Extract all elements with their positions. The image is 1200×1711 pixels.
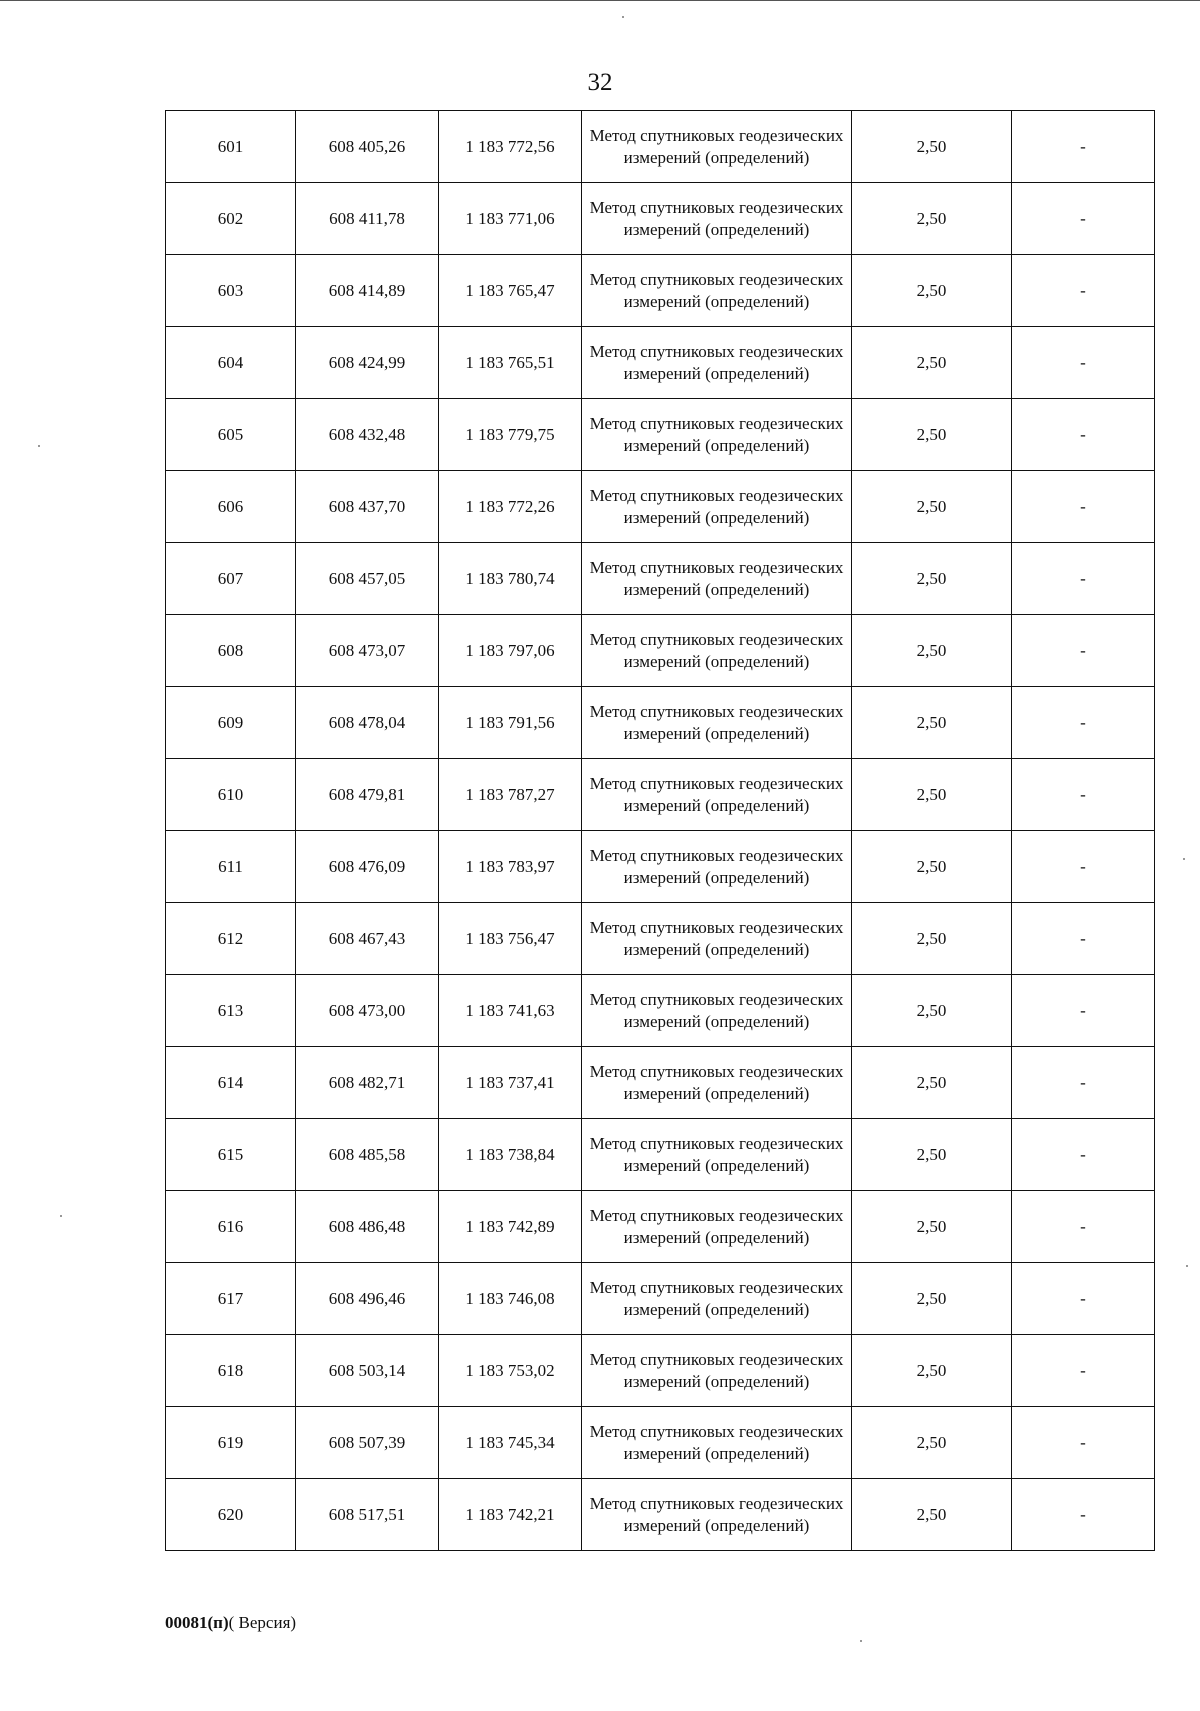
method-cell: Метод спутниковых геодезических измерений (определений)	[582, 903, 852, 975]
page-number: 32	[587, 69, 613, 96]
method-cell: Метод спутниковых геодезических измерений (определений)	[582, 1119, 852, 1191]
x-coordinate-cell: 608 411,78	[296, 183, 439, 255]
table-row	[166, 327, 1155, 399]
point-number-cell: 604	[166, 327, 296, 399]
table-row	[166, 759, 1155, 831]
y-coordinate-cell: 1 183 742,89	[439, 1191, 582, 1263]
point-number-cell: 608	[166, 615, 296, 687]
point-number-cell: 606	[166, 471, 296, 543]
x-coordinate-cell: 608 517,51	[296, 1479, 439, 1551]
table-row	[166, 543, 1155, 615]
x-coordinate-cell: 608 437,70	[296, 471, 439, 543]
x-coordinate-cell: 608 503,14	[296, 1335, 439, 1407]
accuracy-cell: 2,50	[852, 975, 1012, 1047]
table-row	[166, 903, 1155, 975]
table-row	[166, 1263, 1155, 1335]
note-cell: -	[1012, 975, 1155, 1047]
point-number-cell: 602	[166, 183, 296, 255]
x-coordinate-cell: 608 482,71	[296, 1047, 439, 1119]
y-coordinate-cell: 1 183 780,74	[439, 543, 582, 615]
scan-speck	[38, 445, 40, 447]
method-cell: Метод спутниковых геодезических измерений (определений)	[582, 255, 852, 327]
accuracy-cell: 2,50	[852, 615, 1012, 687]
accuracy-cell: 2,50	[852, 1335, 1012, 1407]
scan-speck	[860, 1640, 862, 1642]
accuracy-cell: 2,50	[852, 255, 1012, 327]
note-cell: -	[1012, 399, 1155, 471]
method-cell: Метод спутниковых геодезических измерений (определений)	[582, 111, 852, 183]
y-coordinate-cell: 1 183 772,26	[439, 471, 582, 543]
y-coordinate-cell: 1 183 797,06	[439, 615, 582, 687]
table-row	[166, 1407, 1155, 1479]
method-cell: Метод спутниковых геодезических измерений (определений)	[582, 1047, 852, 1119]
note-cell: -	[1012, 759, 1155, 831]
scan-speck	[60, 1215, 62, 1217]
scan-speck	[1186, 1265, 1188, 1267]
document-version: ( Версия)	[228, 1613, 297, 1632]
accuracy-cell: 2,50	[852, 1479, 1012, 1551]
table-row	[166, 975, 1155, 1047]
x-coordinate-cell: 608 473,07	[296, 615, 439, 687]
accuracy-cell: 2,50	[852, 831, 1012, 903]
note-cell: -	[1012, 1191, 1155, 1263]
accuracy-cell: 2,50	[852, 903, 1012, 975]
top-border-rule	[0, 0, 1200, 1]
accuracy-cell: 2,50	[852, 111, 1012, 183]
note-cell: -	[1012, 543, 1155, 615]
accuracy-cell: 2,50	[852, 1263, 1012, 1335]
method-cell: Метод спутниковых геодезических измерений (определений)	[582, 1479, 852, 1551]
x-coordinate-cell: 608 473,00	[296, 975, 439, 1047]
note-cell: -	[1012, 687, 1155, 759]
x-coordinate-cell: 608 478,04	[296, 687, 439, 759]
y-coordinate-cell: 1 183 738,84	[439, 1119, 582, 1191]
x-coordinate-cell: 608 507,39	[296, 1407, 439, 1479]
method-cell: Метод спутниковых геодезических измерений (определений)	[582, 615, 852, 687]
note-cell: -	[1012, 1479, 1155, 1551]
point-number-cell: 614	[166, 1047, 296, 1119]
note-cell: -	[1012, 1407, 1155, 1479]
accuracy-cell: 2,50	[852, 471, 1012, 543]
method-cell: Метод спутниковых геодезических измерений (определений)	[582, 1335, 852, 1407]
method-cell: Метод спутниковых геодезических измерений (определений)	[582, 1263, 852, 1335]
y-coordinate-cell: 1 183 746,08	[439, 1263, 582, 1335]
document-version-footer	[165, 1612, 296, 1634]
table-row	[166, 255, 1155, 327]
y-coordinate-cell: 1 183 756,47	[439, 903, 582, 975]
point-number-cell: 611	[166, 831, 296, 903]
method-cell: Метод спутниковых геодезических измерений (определений)	[582, 399, 852, 471]
method-cell: Метод спутниковых геодезических измерений (определений)	[582, 687, 852, 759]
note-cell: -	[1012, 111, 1155, 183]
scan-speck	[622, 16, 624, 18]
note-cell: -	[1012, 327, 1155, 399]
table-row	[166, 687, 1155, 759]
coordinates-table-body	[166, 111, 1155, 1551]
coordinates-table	[165, 110, 1155, 1551]
y-coordinate-cell: 1 183 765,51	[439, 327, 582, 399]
point-number-cell: 612	[166, 903, 296, 975]
x-coordinate-cell: 608 476,09	[296, 831, 439, 903]
note-cell: -	[1012, 255, 1155, 327]
x-coordinate-cell: 608 496,46	[296, 1263, 439, 1335]
table-row	[166, 1191, 1155, 1263]
table-row	[166, 1479, 1155, 1551]
y-coordinate-cell: 1 183 779,75	[439, 399, 582, 471]
table-row	[166, 1047, 1155, 1119]
point-number-cell: 610	[166, 759, 296, 831]
method-cell: Метод спутниковых геодезических измерений (определений)	[582, 471, 852, 543]
method-cell: Метод спутниковых геодезических измерений (определений)	[582, 543, 852, 615]
y-coordinate-cell: 1 183 791,56	[439, 687, 582, 759]
method-cell: Метод спутниковых геодезических измерений (определений)	[582, 759, 852, 831]
table-row	[166, 471, 1155, 543]
note-cell: -	[1012, 1119, 1155, 1191]
accuracy-cell: 2,50	[852, 183, 1012, 255]
x-coordinate-cell: 608 485,58	[296, 1119, 439, 1191]
point-number-cell: 616	[166, 1191, 296, 1263]
table-row	[166, 1335, 1155, 1407]
note-cell: -	[1012, 1047, 1155, 1119]
y-coordinate-cell: 1 183 745,34	[439, 1407, 582, 1479]
document-code: 00081(п)	[165, 1613, 229, 1632]
note-cell: -	[1012, 183, 1155, 255]
accuracy-cell: 2,50	[852, 1407, 1012, 1479]
y-coordinate-cell: 1 183 765,47	[439, 255, 582, 327]
point-number-cell: 603	[166, 255, 296, 327]
point-number-cell: 609	[166, 687, 296, 759]
accuracy-cell: 2,50	[852, 687, 1012, 759]
x-coordinate-cell: 608 486,48	[296, 1191, 439, 1263]
accuracy-cell: 2,50	[852, 1119, 1012, 1191]
table-row	[166, 183, 1155, 255]
accuracy-cell: 2,50	[852, 1191, 1012, 1263]
accuracy-cell: 2,50	[852, 543, 1012, 615]
point-number-cell: 601	[166, 111, 296, 183]
method-cell: Метод спутниковых геодезических измерений (определений)	[582, 1407, 852, 1479]
y-coordinate-cell: 1 183 741,63	[439, 975, 582, 1047]
point-number-cell: 620	[166, 1479, 296, 1551]
method-cell: Метод спутниковых геодезических измерений (определений)	[582, 183, 852, 255]
method-cell: Метод спутниковых геодезических измерений (определений)	[582, 327, 852, 399]
y-coordinate-cell: 1 183 783,97	[439, 831, 582, 903]
x-coordinate-cell: 608 432,48	[296, 399, 439, 471]
point-number-cell: 617	[166, 1263, 296, 1335]
accuracy-cell: 2,50	[852, 759, 1012, 831]
note-cell: -	[1012, 471, 1155, 543]
table-row	[166, 615, 1155, 687]
note-cell: -	[1012, 831, 1155, 903]
scan-speck	[1183, 858, 1185, 860]
note-cell: -	[1012, 903, 1155, 975]
method-cell: Метод спутниковых геодезических измерений (определений)	[582, 975, 852, 1047]
x-coordinate-cell: 608 457,05	[296, 543, 439, 615]
note-cell: -	[1012, 615, 1155, 687]
y-coordinate-cell: 1 183 772,56	[439, 111, 582, 183]
y-coordinate-cell: 1 183 787,27	[439, 759, 582, 831]
x-coordinate-cell: 608 479,81	[296, 759, 439, 831]
point-number-cell: 619	[166, 1407, 296, 1479]
x-coordinate-cell: 608 414,89	[296, 255, 439, 327]
point-number-cell: 605	[166, 399, 296, 471]
accuracy-cell: 2,50	[852, 327, 1012, 399]
y-coordinate-cell: 1 183 742,21	[439, 1479, 582, 1551]
table-row	[166, 111, 1155, 183]
method-cell: Метод спутниковых геодезических измерений (определений)	[582, 831, 852, 903]
accuracy-cell: 2,50	[852, 399, 1012, 471]
note-cell: -	[1012, 1263, 1155, 1335]
x-coordinate-cell: 608 424,99	[296, 327, 439, 399]
point-number-cell: 607	[166, 543, 296, 615]
x-coordinate-cell: 608 467,43	[296, 903, 439, 975]
point-number-cell: 613	[166, 975, 296, 1047]
table-row	[166, 399, 1155, 471]
y-coordinate-cell: 1 183 753,02	[439, 1335, 582, 1407]
y-coordinate-cell: 1 183 737,41	[439, 1047, 582, 1119]
y-coordinate-cell: 1 183 771,06	[439, 183, 582, 255]
x-coordinate-cell: 608 405,26	[296, 111, 439, 183]
point-number-cell: 615	[166, 1119, 296, 1191]
table-row	[166, 1119, 1155, 1191]
method-cell: Метод спутниковых геодезических измерений (определений)	[582, 1191, 852, 1263]
table-row	[166, 831, 1155, 903]
accuracy-cell: 2,50	[852, 1047, 1012, 1119]
point-number-cell: 618	[166, 1335, 296, 1407]
note-cell: -	[1012, 1335, 1155, 1407]
